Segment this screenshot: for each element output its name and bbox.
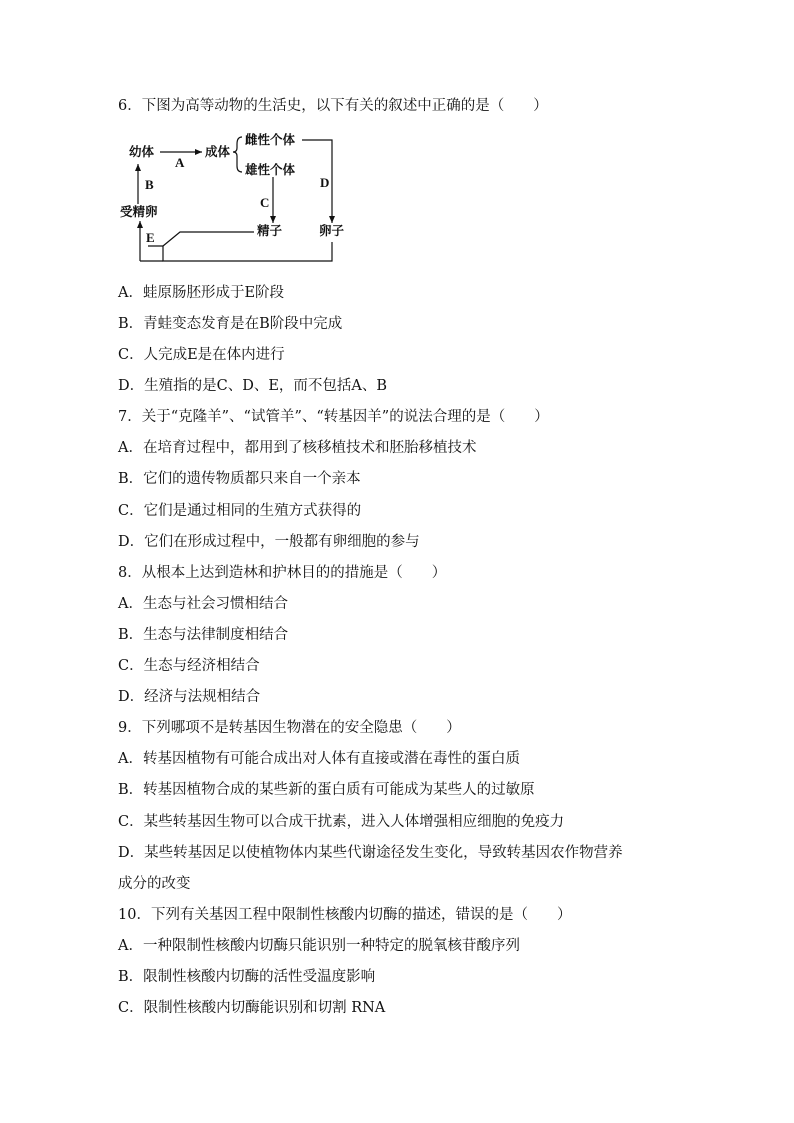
label-jingzi: 精子: [257, 223, 283, 238]
line-egg: [148, 242, 332, 261]
question-7-option-c: C．它们是通过相同的生殖方式获得的: [118, 503, 362, 519]
question-9-option-a: A．转基因植物有可能合成出对人体有直接或潜在毒性的蛋白质: [118, 751, 520, 767]
question-7-option-a: A．在培育过程中，都用到了核移植技术和胚胎移植技术: [118, 440, 477, 456]
question-6-option-b: B．青蛙变态发育是在B阶段中完成: [118, 316, 343, 332]
letter-d: D: [320, 175, 330, 190]
question-6-stem: 6．下图为高等动物的生活史，以下有关的叙述中正确的是（ ）: [118, 98, 548, 114]
question-9-option-b: B．转基因植物合成的某些新的蛋白质有可能成为某些人的过敏原: [118, 782, 535, 798]
brace: [233, 137, 242, 172]
question-7-stem: 7．关于“克隆羊”、“试管羊”、“转基因羊”的说法合理的是（ ）: [118, 409, 549, 425]
label-luanzi: 卵子: [319, 223, 345, 238]
letter-a: A: [175, 155, 185, 170]
question-6-option-c: C．人完成E是在体内进行: [118, 347, 285, 363]
question-9-option-d-line1: D．某些转基因足以使植物体内某些代谢途径发生变化，导致转基因农作物营养: [118, 845, 623, 861]
question-8-stem: 8．从根本上达到造林和护林目的的措施是（ ）: [118, 565, 447, 581]
question-6-option-a: A．蛙原肠胚形成于E阶段: [118, 285, 285, 301]
label-cixing: 雌性个体: [245, 132, 296, 147]
label-youti: 幼体: [129, 144, 155, 159]
label-chengti: 成体: [205, 144, 231, 159]
life-history-diagram: [118, 128, 348, 268]
letter-b: B: [145, 177, 154, 192]
question-8-option-a: A．生态与社会习惯相结合: [118, 596, 288, 612]
label-xiongxing: 雄性个体: [245, 162, 296, 177]
letter-c: C: [260, 195, 270, 210]
question-9-option-c: C．某些转基因生物可以合成干扰素，进入人体增强相应细胞的免疫力: [118, 814, 565, 830]
question-10-option-a: A．一种限制性核酸内切酶只能识别一种特定的脱氧核苷酸序列: [118, 938, 520, 954]
question-9-stem: 9．下列哪项不是转基因生物潜在的安全隐患（ ）: [118, 720, 461, 736]
label-shoujingluan: 受精卵: [120, 204, 158, 219]
question-8-option-c: C．生态与经济相结合: [118, 658, 260, 674]
question-8-option-b: B．生态与法律制度相结合: [118, 627, 289, 643]
line-sperm: [163, 232, 254, 246]
question-10-option-c: C．限制性核酸内切酶能识别和切割 RNA: [118, 1000, 386, 1016]
question-7-option-b: B．它们的遗传物质都只来自一个亲本: [118, 471, 361, 487]
question-6-option-d: D．生殖指的是C、D、E，而不包括A、B: [118, 378, 388, 394]
question-10-option-b: B．限制性核酸内切酶的活性受温度影响: [118, 969, 376, 985]
question-8-option-d: D．经济与法规相结合: [118, 689, 261, 705]
question-10-stem: 10．下列有关基因工程中限制性核酸内切酶的描述，错误的是（ ）: [118, 907, 572, 923]
question-9-option-d-line2: 成分的改变: [118, 876, 191, 892]
question-7-option-d: D．它们在形成过程中，一般都有卵细胞的参与: [118, 534, 420, 550]
letter-e: E: [146, 230, 155, 245]
